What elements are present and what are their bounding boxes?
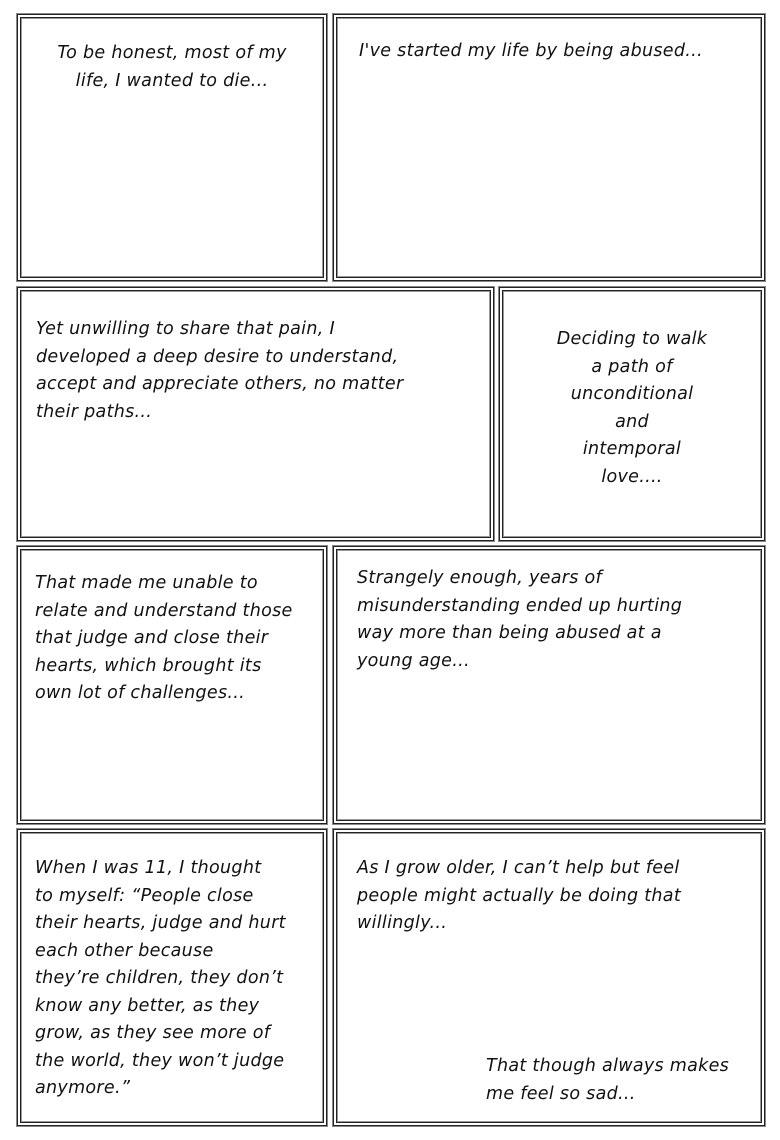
panel-3-text: Yet unwilling to share that pain, I developed a deep desire to understand, accept and appreciate others, no matter their paths... xyxy=(36,319,404,422)
panel-5-text: That made me unable to relate and understand those that judge and close their hearts, which brought its own lot of challenges... xyxy=(35,573,293,703)
comic-panel-5 xyxy=(17,546,327,824)
panel-7-text: When I was 11, I thought to myself: “People close their hearts, judge and hurt each other because they’re children, they don’t know any better, as they grow, as they see more of the world, they won’t judge anymore.” xyxy=(35,858,286,1098)
panel-6-text: Strangely enough, years of misunderstanding ended up hurting way more than being abused at a young age... xyxy=(357,568,683,671)
panel-2-text: I've started my life by being abused... xyxy=(359,41,703,61)
comic-panel-6 xyxy=(333,546,765,824)
comic-panel-8 xyxy=(333,829,765,1126)
panel-4-text: Deciding to walk a path of unconditional and intemporal love.... xyxy=(556,329,708,487)
comic-panel-3 xyxy=(17,287,494,541)
comic-panel-1 xyxy=(17,14,327,281)
panel-8-text: As I grow older, I can’t help but feel people might actually be doing that willingly... xyxy=(357,858,681,933)
panel-8-caption: That though always makes me feel so sad... xyxy=(486,1056,730,1104)
comic-panel-7 xyxy=(17,829,327,1126)
comic-panel-4 xyxy=(499,287,765,541)
comic-panel-2 xyxy=(333,14,765,281)
panel-1-text: To be honest, most of my life, I wanted to die... xyxy=(57,43,287,91)
